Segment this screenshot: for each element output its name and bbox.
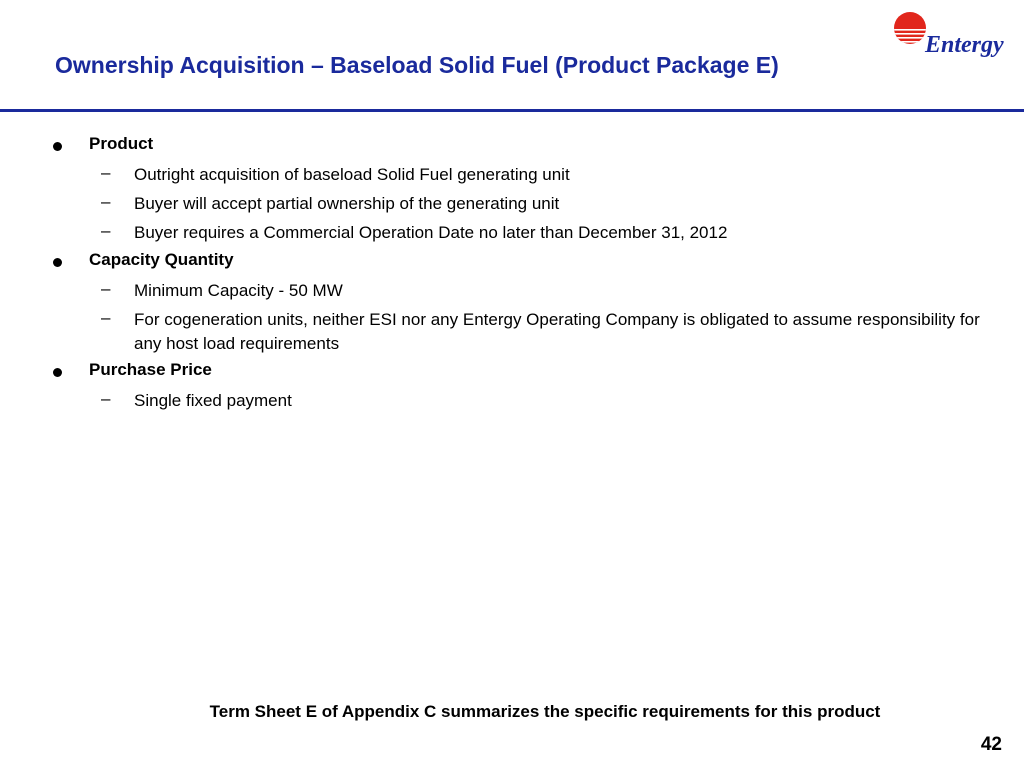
sub-bullet-text: Single fixed payment <box>134 391 292 410</box>
dash-glyph: – <box>101 308 111 327</box>
dash-glyph: – <box>101 279 111 298</box>
sun-logo-icon <box>892 10 928 46</box>
sub-bullet-text: For cogeneration units, neither ESI nor any Entergy Operating Company is obligated to assume responsibility for any host load requirements <box>134 310 980 353</box>
page-number: 42 <box>980 734 1002 755</box>
bullet-heading: Product <box>89 134 154 153</box>
dash-glyph: – <box>101 163 111 182</box>
bullet-heading: Purchase Price <box>89 360 212 379</box>
slide-title: Ownership Acquisition – Baseload Solid Fuel (Product Package E) <box>55 52 779 78</box>
dash-glyph: – <box>101 389 111 408</box>
title-divider <box>0 109 1024 112</box>
logo-wordmark: Entergy <box>925 32 1004 58</box>
sub-bullet-text: Outright acquisition of baseload Solid Fuel generating unit <box>134 165 570 184</box>
bullet-heading: Capacity Quantity <box>89 250 234 269</box>
dash-glyph: – <box>101 192 111 211</box>
bullet-dot <box>53 368 62 377</box>
footnote: Term Sheet E of Appendix C summarizes the specific requirements for this product <box>209 702 881 721</box>
entergy-logo <box>892 10 1010 62</box>
sub-bullet-text: Buyer requires a Commercial Operation Date no later than December 31, 2012 <box>134 223 728 242</box>
bullet-dot <box>53 258 62 267</box>
sub-bullet-text: Buyer will accept partial ownership of the generating unit <box>134 194 560 213</box>
sub-bullet-text: Minimum Capacity - 50 MW <box>134 281 343 300</box>
bullet-dot <box>53 142 62 151</box>
dash-glyph: – <box>101 221 111 240</box>
